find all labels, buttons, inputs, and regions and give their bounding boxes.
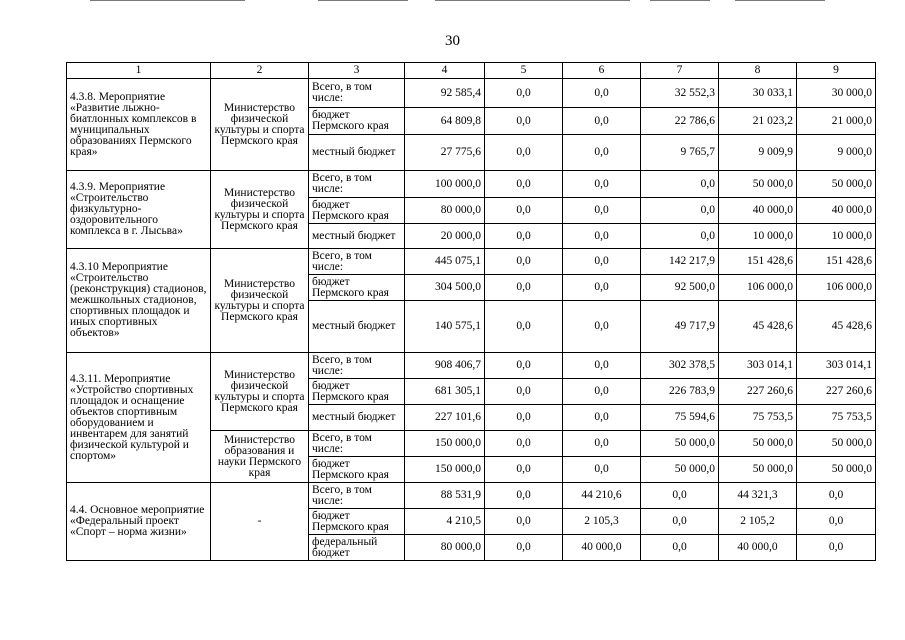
total-value-cell: 445 075,1 <box>405 249 485 275</box>
funding-source-cell: местный бюджет <box>309 224 405 249</box>
year-value-cell: 0,0 <box>485 79 563 108</box>
responsible-agency-cell: Министерство физической культуры и спорта Пермского края <box>211 171 309 249</box>
year-value-cell: 303 014,1 <box>797 353 876 379</box>
column-header: 4 <box>405 63 485 79</box>
year-value-cell: 22 786,6 <box>641 108 719 135</box>
year-value-cell: 9 000,0 <box>797 135 876 171</box>
year-value-cell: 0,0 <box>485 431 563 457</box>
year-value-cell: 0,0 <box>563 198 641 224</box>
funding-source-cell: местный бюджет <box>309 405 405 431</box>
year-value-cell: 142 217,9 <box>641 249 719 275</box>
year-value-cell: 0,0 <box>641 224 719 249</box>
funding-source-cell: Всего, в том числе: <box>309 171 405 198</box>
total-value-cell: 681 305,1 <box>405 379 485 405</box>
funding-source-cell: бюджет Пермского края <box>309 509 405 535</box>
funding-source-cell: Всего, в том числе: <box>309 431 405 457</box>
total-value-cell: 227 101,6 <box>405 405 485 431</box>
total-value-cell: 150 000,0 <box>405 457 485 483</box>
year-value-cell: 49 717,9 <box>641 301 719 353</box>
year-value-cell: 50 000,0 <box>641 457 719 483</box>
year-value-cell: 50 000,0 <box>797 171 876 198</box>
funding-source-cell: местный бюджет <box>309 301 405 353</box>
measure-name-cell: 4.3.8. Мероприятие «Развитие лыжно-биатлонных комплексов в муниципальных образованиях Пермского края» <box>67 79 211 171</box>
year-value-cell: 0,0 <box>797 509 876 535</box>
year-value-cell: 303 014,1 <box>719 353 797 379</box>
year-value-cell: 30 033,1 <box>719 79 797 108</box>
table-row <box>67 353 876 379</box>
year-value-cell: 227 260,6 <box>719 379 797 405</box>
year-value-cell: 0,0 <box>641 198 719 224</box>
year-value-cell: 0,0 <box>485 275 563 301</box>
year-value-cell: 75 753,5 <box>797 405 876 431</box>
top-border-line <box>318 0 408 1</box>
year-value-cell: 0,0 <box>563 108 641 135</box>
year-value-cell: 302 378,5 <box>641 353 719 379</box>
year-value-cell: 50 000,0 <box>641 431 719 457</box>
total-value-cell: 92 585,4 <box>405 79 485 108</box>
funding-source-cell: бюджет Пермского края <box>309 457 405 483</box>
column-header: 5 <box>485 63 563 79</box>
year-value-cell: 151 428,6 <box>719 249 797 275</box>
year-value-cell: 9 009,9 <box>719 135 797 171</box>
year-value-cell: 40 000,0 <box>719 198 797 224</box>
total-value-cell: 80 000,0 <box>405 198 485 224</box>
column-header: 9 <box>797 63 876 79</box>
funding-source-cell: бюджет Пермского края <box>309 379 405 405</box>
total-value-cell: 27 775,6 <box>405 135 485 171</box>
total-value-cell: 4 210,5 <box>405 509 485 535</box>
year-value-cell: 40 000,0 <box>797 198 876 224</box>
year-value-cell: 0,0 <box>485 379 563 405</box>
year-value-cell: 21 000,0 <box>797 108 876 135</box>
table-header-row <box>67 63 876 79</box>
year-value-cell: 0,0 <box>563 405 641 431</box>
total-value-cell: 100 000,0 <box>405 171 485 198</box>
measure-name-cell: 4.3.11. Мероприятие «Устройство спортивных площадок и оснащение объектов спортивным оборудованием и инвентарем для занятий физической культурой и спортом» <box>67 353 211 483</box>
measure-name-cell: 4.3.9. Мероприятие «Строительство физкультурно-оздоровительного комплекса в г. Лысьва» <box>67 171 211 249</box>
year-value-cell: 21 023,2 <box>719 108 797 135</box>
year-value-cell: 10 000,0 <box>797 224 876 249</box>
column-header: 2 <box>211 63 309 79</box>
column-header: 1 <box>67 63 211 79</box>
total-value-cell: 140 575,1 <box>405 301 485 353</box>
year-value-cell: 0,0 <box>485 249 563 275</box>
total-value-cell: 908 406,7 <box>405 353 485 379</box>
top-border-line <box>435 0 630 1</box>
year-value-cell: 0,0 <box>641 171 719 198</box>
year-value-cell: 0,0 <box>485 483 563 509</box>
funding-source-cell: Всего, в том числе: <box>309 79 405 108</box>
responsible-agency-cell: - <box>211 483 309 561</box>
year-value-cell: 0,0 <box>485 198 563 224</box>
responsible-agency-cell: Министерство образования и науки Пермского края <box>211 431 309 483</box>
responsible-agency-cell: Министерство физической культуры и спорта Пермского края <box>211 353 309 431</box>
year-value-cell: 75 753,5 <box>719 405 797 431</box>
year-value-cell: 227 260,6 <box>797 379 876 405</box>
responsible-agency-cell: Министерство физической культуры и спорта Пермского края <box>211 79 309 171</box>
total-value-cell: 20 000,0 <box>405 224 485 249</box>
year-value-cell: 226 783,9 <box>641 379 719 405</box>
year-value-cell: 10 000,0 <box>719 224 797 249</box>
year-value-cell: 2 105,3 <box>563 509 641 535</box>
page-number: 30 <box>445 33 460 49</box>
year-value-cell: 151 428,6 <box>797 249 876 275</box>
funding-source-cell: федеральный бюджет <box>309 535 405 561</box>
total-value-cell: 64 809,8 <box>405 108 485 135</box>
year-value-cell: 75 594,6 <box>641 405 719 431</box>
column-header: 6 <box>563 63 641 79</box>
top-border-line <box>735 0 825 1</box>
total-value-cell: 80 000,0 <box>405 535 485 561</box>
year-value-cell: 30 000,0 <box>797 79 876 108</box>
table-row <box>67 79 876 108</box>
year-value-cell: 9 765,7 <box>641 135 719 171</box>
year-value-cell: 50 000,0 <box>797 431 876 457</box>
year-value-cell: 0,0 <box>563 379 641 405</box>
year-value-cell: 106 000,0 <box>797 275 876 301</box>
year-value-cell: 0,0 <box>485 108 563 135</box>
year-value-cell: 0,0 <box>485 405 563 431</box>
year-value-cell: 0,0 <box>563 431 641 457</box>
year-value-cell: 2 105,2 <box>719 509 797 535</box>
year-value-cell: 0,0 <box>641 509 719 535</box>
year-value-cell: 32 552,3 <box>641 79 719 108</box>
year-value-cell: 92 500,0 <box>641 275 719 301</box>
year-value-cell: 44 210,6 <box>563 483 641 509</box>
funding-source-cell: бюджет Пермского края <box>309 108 405 135</box>
responsible-agency-cell: Министерство физической культуры и спорта Пермского края <box>211 249 309 353</box>
year-value-cell: 50 000,0 <box>719 171 797 198</box>
year-value-cell: 0,0 <box>563 353 641 379</box>
year-value-cell: 0,0 <box>563 171 641 198</box>
year-value-cell: 106 000,0 <box>719 275 797 301</box>
year-value-cell: 0,0 <box>485 135 563 171</box>
measure-name-cell: 4.4. Основное мероприятие «Федеральный проект «Спорт – норма жизни» <box>67 483 211 561</box>
funding-source-cell: местный бюджет <box>309 135 405 171</box>
total-value-cell: 150 000,0 <box>405 431 485 457</box>
table-row <box>67 249 876 275</box>
year-value-cell: 50 000,0 <box>719 457 797 483</box>
funding-source-cell: Всего, в том числе: <box>309 353 405 379</box>
year-value-cell: 0,0 <box>641 483 719 509</box>
total-value-cell: 88 531,9 <box>405 483 485 509</box>
year-value-cell: 0,0 <box>797 483 876 509</box>
year-value-cell: 0,0 <box>641 535 719 561</box>
year-value-cell: 50 000,0 <box>797 457 876 483</box>
total-value-cell: 304 500,0 <box>405 275 485 301</box>
table-row <box>67 483 876 509</box>
year-value-cell: 0,0 <box>563 457 641 483</box>
year-value-cell: 0,0 <box>563 224 641 249</box>
column-header: 8 <box>719 63 797 79</box>
top-border-line <box>650 0 710 1</box>
year-value-cell: 44 321,3 <box>719 483 797 509</box>
measure-name-cell: 4.3.10 Мероприятие «Строительство (реконструкция) стадионов, межшкольных стадионов, спортивных площадок и иных спортивных объектов» <box>67 249 211 353</box>
column-header: 7 <box>641 63 719 79</box>
year-value-cell: 0,0 <box>563 301 641 353</box>
funding-source-cell: Всего, в том числе: <box>309 483 405 509</box>
year-value-cell: 0,0 <box>563 275 641 301</box>
year-value-cell: 0,0 <box>485 301 563 353</box>
year-value-cell: 0,0 <box>485 171 563 198</box>
year-value-cell: 0,0 <box>563 79 641 108</box>
year-value-cell: 0,0 <box>563 249 641 275</box>
year-value-cell: 0,0 <box>797 535 876 561</box>
year-value-cell: 0,0 <box>563 135 641 171</box>
year-value-cell: 45 428,6 <box>719 301 797 353</box>
funding-source-cell: бюджет Пермского края <box>309 275 405 301</box>
year-value-cell: 0,0 <box>485 457 563 483</box>
year-value-cell: 40 000,0 <box>563 535 641 561</box>
top-border-line <box>90 0 245 1</box>
year-value-cell: 45 428,6 <box>797 301 876 353</box>
year-value-cell: 40 000,0 <box>719 535 797 561</box>
year-value-cell: 0,0 <box>485 535 563 561</box>
budget-table <box>66 62 876 561</box>
year-value-cell: 0,0 <box>485 224 563 249</box>
funding-source-cell: бюджет Пермского края <box>309 198 405 224</box>
year-value-cell: 0,0 <box>485 353 563 379</box>
year-value-cell: 0,0 <box>485 509 563 535</box>
table-row <box>67 171 876 198</box>
funding-source-cell: Всего, в том числе: <box>309 249 405 275</box>
year-value-cell: 50 000,0 <box>719 431 797 457</box>
column-header: 3 <box>309 63 405 79</box>
